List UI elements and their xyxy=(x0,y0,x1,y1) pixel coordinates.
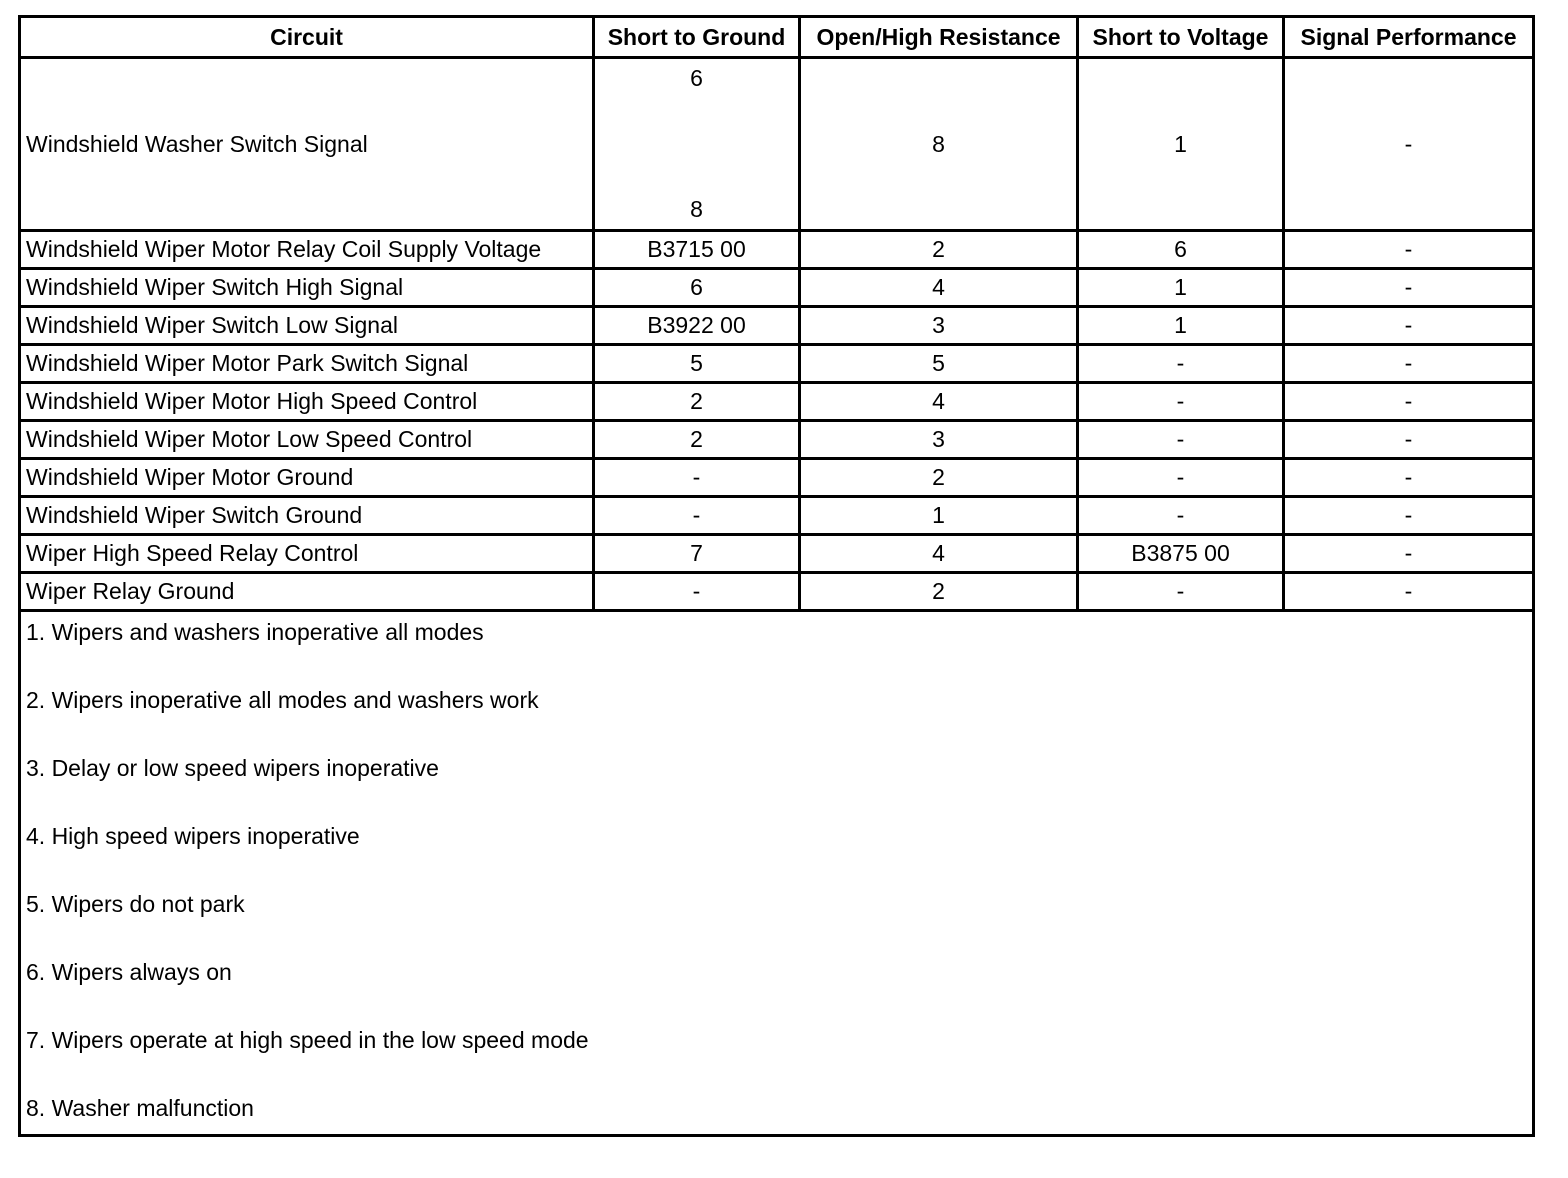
circuit-cell: Windshield Washer Switch Signal xyxy=(20,58,594,231)
short-to-ground-value: 6 xyxy=(690,65,703,91)
table-row xyxy=(20,497,1534,535)
short-to-ground-cell: 2 xyxy=(594,383,800,421)
open-high-resistance-cell: 2 xyxy=(800,231,1078,269)
circuit-cell: Wiper Relay Ground xyxy=(20,573,594,611)
short-to-voltage-cell: 1 xyxy=(1078,307,1284,345)
signal-performance-cell: - xyxy=(1284,58,1534,231)
table-row xyxy=(20,269,1534,307)
short-to-voltage-cell: - xyxy=(1078,345,1284,383)
short-to-voltage-cell: 1 xyxy=(1078,269,1284,307)
short-to-ground-cell: 5 xyxy=(594,345,800,383)
signal-performance-cell: - xyxy=(1284,345,1534,383)
open-high-resistance-cell: 2 xyxy=(800,459,1078,497)
notes-row xyxy=(20,611,1534,1136)
circuit-cell: Windshield Wiper Switch Low Signal xyxy=(20,307,594,345)
note-item: 2. Wipers inoperative all modes and washers work xyxy=(26,687,539,713)
table-row xyxy=(20,535,1534,573)
short-to-voltage-cell: 1 xyxy=(1078,58,1284,231)
circuit-cell: Windshield Wiper Switch Ground xyxy=(20,497,594,535)
short-to-ground-cell: B3922 00 xyxy=(594,307,800,345)
signal-performance-cell: - xyxy=(1284,269,1534,307)
short-to-ground-cell: - xyxy=(594,497,800,535)
open-high-resistance-cell: 4 xyxy=(800,269,1078,307)
circuit-cell: Windshield Wiper Motor Low Speed Control xyxy=(20,421,594,459)
open-high-resistance-cell: 5 xyxy=(800,345,1078,383)
circuit-cell: Windshield Wiper Switch High Signal xyxy=(20,269,594,307)
note-item: 1. Wipers and washers inoperative all modes xyxy=(26,619,484,645)
table-row xyxy=(20,459,1534,497)
circuit-diagnostic-table xyxy=(18,15,1535,1137)
table-row xyxy=(20,573,1534,611)
short-to-ground-cell: - xyxy=(594,573,800,611)
short-to-voltage-cell: - xyxy=(1078,573,1284,611)
open-high-resistance-cell: 1 xyxy=(800,497,1078,535)
note-item: 7. Wipers operate at high speed in the low speed mode xyxy=(26,1027,589,1053)
signal-performance-cell: - xyxy=(1284,383,1534,421)
short-to-ground-cell: - xyxy=(594,459,800,497)
header-signal-performance: Signal Performance xyxy=(1284,17,1534,58)
open-high-resistance-cell: 8 xyxy=(800,58,1078,231)
table-row xyxy=(20,307,1534,345)
open-high-resistance-cell: 3 xyxy=(800,421,1078,459)
open-high-resistance-cell: 3 xyxy=(800,307,1078,345)
table-row xyxy=(20,58,1534,231)
short-to-ground-cell xyxy=(594,58,800,231)
note-item: 4. High speed wipers inoperative xyxy=(26,823,360,849)
table-row xyxy=(20,421,1534,459)
header-short-to-ground: Short to Ground xyxy=(594,17,800,58)
signal-performance-cell: - xyxy=(1284,535,1534,573)
table-row xyxy=(20,383,1534,421)
signal-performance-cell: - xyxy=(1284,573,1534,611)
signal-performance-cell: - xyxy=(1284,421,1534,459)
open-high-resistance-cell: 2 xyxy=(800,573,1078,611)
table-header-row xyxy=(20,17,1534,58)
short-to-ground-cell: 6 xyxy=(594,269,800,307)
open-high-resistance-cell: 4 xyxy=(800,383,1078,421)
table-row xyxy=(20,345,1534,383)
signal-performance-cell: - xyxy=(1284,307,1534,345)
note-item: 8. Washer malfunction xyxy=(26,1095,254,1121)
circuit-cell: Windshield Wiper Motor High Speed Control xyxy=(20,383,594,421)
short-to-voltage-cell: - xyxy=(1078,421,1284,459)
table-row xyxy=(20,231,1534,269)
signal-performance-cell: - xyxy=(1284,497,1534,535)
short-to-ground-value: 8 xyxy=(690,196,703,222)
circuit-cell: Windshield Wiper Motor Relay Coil Supply Voltage xyxy=(20,231,594,269)
short-to-ground-cell: 2 xyxy=(594,421,800,459)
short-to-ground-cell: 7 xyxy=(594,535,800,573)
header-short-to-voltage: Short to Voltage xyxy=(1078,17,1284,58)
circuit-cell: Windshield Wiper Motor Park Switch Signal xyxy=(20,345,594,383)
circuit-cell: Wiper High Speed Relay Control xyxy=(20,535,594,573)
note-item: 3. Delay or low speed wipers inoperative xyxy=(26,755,439,781)
note-item: 5. Wipers do not park xyxy=(26,891,245,917)
header-open-high-resistance: Open/High Resistance xyxy=(800,17,1078,58)
signal-performance-cell: - xyxy=(1284,231,1534,269)
short-to-voltage-cell: - xyxy=(1078,383,1284,421)
circuit-cell: Windshield Wiper Motor Ground xyxy=(20,459,594,497)
short-to-ground-cell: B3715 00 xyxy=(594,231,800,269)
short-to-voltage-cell: - xyxy=(1078,497,1284,535)
short-to-voltage-cell: B3875 00 xyxy=(1078,535,1284,573)
short-to-voltage-cell: 6 xyxy=(1078,231,1284,269)
short-to-voltage-cell: - xyxy=(1078,459,1284,497)
note-item: 6. Wipers always on xyxy=(26,959,232,985)
signal-performance-cell: - xyxy=(1284,459,1534,497)
notes-cell xyxy=(20,611,1534,1136)
header-circuit: Circuit xyxy=(20,17,594,58)
open-high-resistance-cell: 4 xyxy=(800,535,1078,573)
